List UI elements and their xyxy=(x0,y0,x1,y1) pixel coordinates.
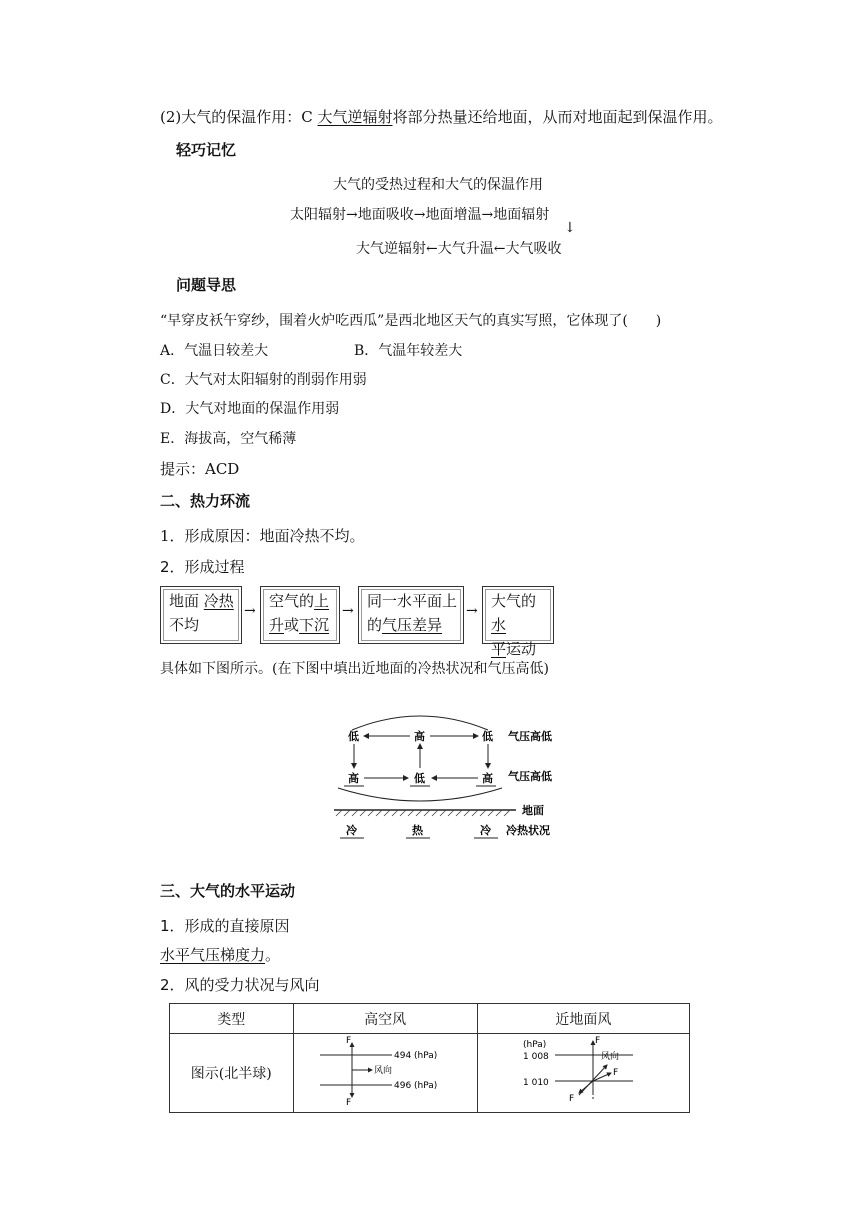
temp-right: 冷 xyxy=(480,824,491,837)
memory-row2: 大气逆辐射←大气升温←大气吸收 xyxy=(356,241,562,257)
option-e: E．海拔高，空气稀薄 xyxy=(160,431,297,447)
th-type: 类型 xyxy=(170,1004,294,1034)
circulation-item2: 2．形成过程 xyxy=(160,558,245,576)
temp-center: 热 xyxy=(412,824,423,837)
temp-left: 冷 xyxy=(346,824,357,837)
option-c: C．大气对太阳辐射的削弱作用弱 xyxy=(160,372,367,388)
lower-left-pressure: 高 xyxy=(348,772,359,785)
memory-heading: 轻巧记忆 xyxy=(176,141,237,159)
flow-box-1: 地面 冷热 不均 xyxy=(160,586,242,644)
label-lower: 气压高低 xyxy=(508,770,552,783)
flow-box-2: 空气的上 升或下沉 xyxy=(260,586,340,644)
circulation-heading: 二、热力环流 xyxy=(160,492,251,510)
high-wind-cell xyxy=(293,1034,477,1113)
near-unit: (hPa) xyxy=(523,1040,547,1050)
iso-496: 496 (hPa) xyxy=(394,1081,438,1091)
circulation-item1: 1．形成原因：地面冷热不均。 xyxy=(160,527,365,545)
memory-down-arrow: ↓ xyxy=(564,220,576,236)
lower-right-pressure: 高 xyxy=(482,772,493,785)
ground-hatching xyxy=(336,810,510,816)
flow-box-4: 大气的水 平运动 xyxy=(482,586,554,644)
protect-line: (2)大气的保温作用：C 大气逆辐射将部分热量还给地面，从而对地面起到保温作用。 xyxy=(160,108,723,126)
near-iso-1008: 1 008 xyxy=(523,1052,550,1062)
horizontal-heading: 三、大气的水平运动 xyxy=(160,882,296,900)
near-wind-cell xyxy=(477,1034,689,1113)
iso-494: 494 (hPa) xyxy=(394,1051,438,1061)
row-label: 图示(北半球) xyxy=(170,1034,294,1113)
near-iso-1010: 1 010 xyxy=(523,1078,550,1088)
lower-arc xyxy=(338,788,502,801)
near-f3: F xyxy=(569,1094,575,1104)
question-stem: “早穿皮袄午穿纱，围着火炉吃西瓜”是西北地区天气的真实写照，它体现了( ) xyxy=(160,313,662,329)
label-temp: 冷热状况 xyxy=(506,824,550,837)
upper-center-pressure: 高 xyxy=(414,730,425,743)
near-wind-label: 风向 xyxy=(601,1052,620,1062)
near-f2: F xyxy=(613,1068,619,1078)
flow-box-3: 同一水平面上 的气压差异 xyxy=(358,586,464,644)
label-ground: 地面 xyxy=(522,804,544,817)
label-upper: 气压高低 xyxy=(508,730,552,743)
option-a: A．气温日较差大 xyxy=(160,343,269,359)
hint: 提示：ACD xyxy=(160,460,240,478)
thermal-circulation-diagram xyxy=(330,706,570,846)
horizontal-item1: 1．形成的直接原因 xyxy=(160,917,290,935)
wind-table xyxy=(169,1003,690,1113)
memory-title: 大气的受热过程和大气的保温作用 xyxy=(333,177,543,193)
high-wind-label: 风向 xyxy=(374,1066,393,1076)
flow-arrow-1: → xyxy=(244,603,256,619)
upper-left-pressure: 低 xyxy=(348,730,359,743)
upper-right-pressure: 低 xyxy=(482,730,493,743)
horizontal-item2: 2．风的受力状况与风向 xyxy=(160,976,320,994)
circulation-desc: 具体如下图所示。(在下图中填出近地面的冷热状况和气压高低) xyxy=(160,661,549,677)
lower-center-pressure: 低 xyxy=(414,772,425,785)
high-f1: F xyxy=(346,1036,352,1046)
option-d: D．大气对地面的保温作用弱 xyxy=(160,401,340,417)
th-near: 近地面风 xyxy=(477,1004,689,1034)
flow-arrow-2: → xyxy=(342,603,354,619)
horizontal-answer-line: 水平气压梯度力。 xyxy=(160,946,281,964)
question-heading: 问题导思 xyxy=(176,276,237,294)
near-f1: F xyxy=(595,1036,601,1046)
memory-row1: 太阳辐射→地面吸收→地面增温→地面辐射 xyxy=(290,207,550,223)
flow-arrow-3: → xyxy=(466,603,478,619)
option-b: B．气温年较差大 xyxy=(354,343,463,359)
high-f2: F xyxy=(346,1098,352,1107)
upper-arc xyxy=(352,716,488,730)
th-high: 高空风 xyxy=(293,1004,477,1034)
near-wind-diagram xyxy=(483,1035,683,1107)
high-wind-diagram xyxy=(300,1035,470,1107)
